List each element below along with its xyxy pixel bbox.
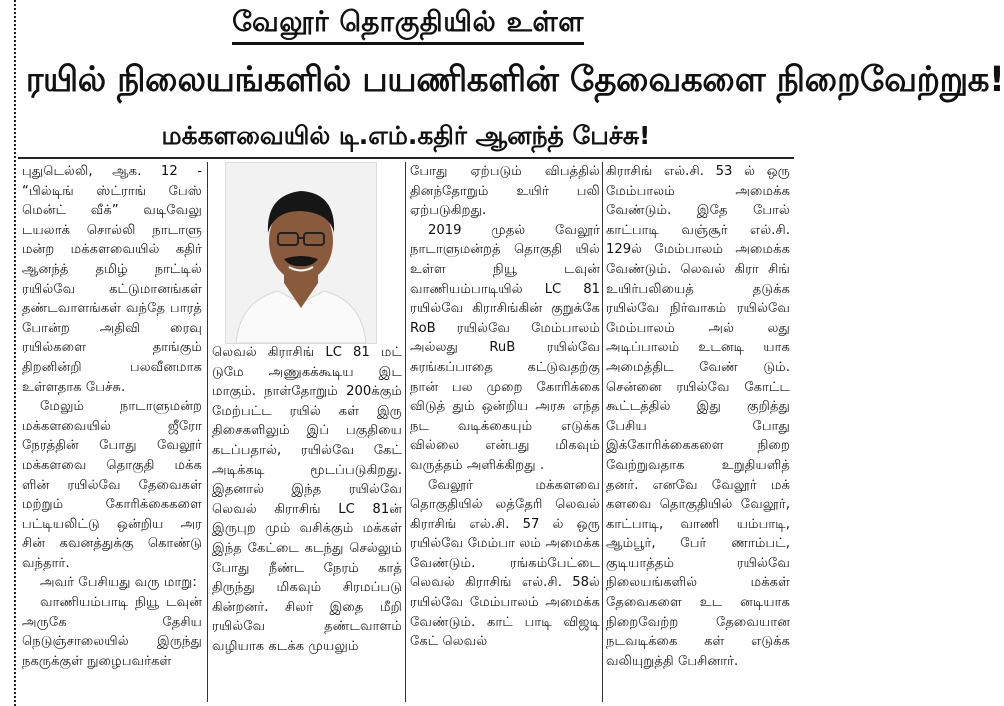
page-margin-edge — [0, 0, 16, 706]
main-headline: ரயில் நிலையங்களில் பயணிகளின் தேவைகளை நிறைவேற்றுக! — [25, 60, 1004, 100]
paragraph: புதுடெல்லி, ஆக. 12 - “பில்டிங் ஸ்ட்ராங் பேஸ் மென்ட் வீக்” வடிவேலு டயலாக் சொல்லி நாடாளு மன்ற மக்களவையில் கதிர் ஆனந்த் தமிழ் நாட்டில் ரயில்வே கட்டுமானங்கள் தண்டவாளங்கள் வந்தே பாரத் போன்ற அதிவி ரைவு ரயில்களை தாங்கும் திறனின்றி பலவீனமாக உள்ளதாக பேச்சு. — [22, 164, 202, 395]
column-divider — [602, 162, 603, 702]
column-divider — [405, 162, 406, 702]
paragraph: 2019 முதல் வேலூர் நாடாளுமன்றத் தொகுதி யில் உள்ள நியூ டவுன் வாணியம்பாடியில் LC 81 ரயில்வே கிராசிங்கின் குறுக்கே RoB ரயில்வே மேம்பாலம் அல்லது RuB ரயில்வே சுரங்கப்பாதை கட்டுவதற்கு நான் பல முறை கோரிக்கை விடுத் தும் ஒன்றிய அரசு எந்த நட வடிக்கையும் எடுக்க வில்லை என்பது மிகவும் வருத்தம் அளிக்கிறது . — [410, 222, 600, 473]
paragraph: அவர் பேசியது வரு மாறு: — [40, 575, 197, 591]
portrait-photo — [225, 162, 377, 344]
header-rule — [18, 157, 794, 159]
kicker-text: வேலூர் தொகுதியில் உள்ள — [232, 5, 584, 38]
subheadline: மக்களவையில் டி.எம்.கதிர் ஆனந்த் பேச்சு! — [161, 121, 651, 150]
paragraph: வாணியம்பாடி நியூ டவுன் அருகே தேசிய நெடுஞ்சாலையில் இருந்து நகருக்குள் நுழைபவர்கள் — [22, 595, 202, 669]
portrait-icon — [226, 163, 376, 343]
paragraph: போது ஏற்படும் விபத்தில் தினந்தோறும் உயிர் பலி ஏற்படுகிறது. — [410, 164, 600, 219]
paragraph: கிராசிங் எல்.சி. 53 ல் ஒரு மேம்பாலம் அமைக்க வேண்டும். இதே போல் காட்பாடி வஞ்சூர் எல்.சி. 129ல் மேம்பாலம் அமைக்க வேண்டும். லெவல் கிரா சிங் உயிர்பலியைத் தடுக்க ரயில்வே நிர்வாகம் ரயில்வே மேம்பாலம் அல் லது அடிப்பாலம் உடனடி யாக அமைத்திட வேண் டும். சென்னை ரயில்வே கோட்ட கூட்டத்தில் இது குறித்து பேசிய போது இக்கோரிக்கைகளை நிறை வேற்றுவதாக உறுதியளித் தனர். எனவே வேலூர் மக் களவை தொகுதியில் வேலூர், காட்பாடி, வாணி யம்பாடி, ஆம்பூர், பேர் ணாம்பட், குடியாத்தம் ரயில்வே நிலையங்களில் மக்கள் தேவைகளை உட னடியாக நிறைவேற்ற தேவையான நடவடிக்கை கள் எடுக்க வலியுறுத்தி பேசினார். — [606, 164, 790, 669]
article-column-3 — [410, 162, 600, 652]
article-column-1 — [22, 162, 202, 671]
kicker-heading — [232, 2, 584, 45]
article-column-4 — [606, 162, 790, 671]
paragraph: லெவல் கிராசிங் LC 81 மட் டுமே அணுகக்கூடிய இட மாகும். நாள்தோறும் 200க்கும் மேற்பட்ட ரயில் கள் இரு திசைகளிலும் இப் பகுதியை கடப்பதால், ரயில்வே கேட் அடிக்கடி மூடப்படுகிறது. இதனால் இந்த ரயில்வே லெவல் கிராசிங் LC 81ன் இருபுற மும் வசிக்கும் மக்கள் இந்த கேட்டை கடந்து செல்லும் போது நீண்ட நேரம் காத் திருந்து மிகவும் சிரமப்படு கின்றனர். சிலர் இதை மீறி ரயில்வே தண்டவாளம் வழியாக கடக்க முயலும் — [212, 345, 402, 654]
article-column-2 — [212, 343, 402, 657]
column-divider — [207, 162, 208, 702]
paragraph: மேலும் நாடாளுமன்ற மக்களவையில் ஜீரோ நேரத்தின் போது வேலூர் மக்களவை தொகுதி மக்க ளின் ரயில்வே தேவைகள் மற்றும் கோரிக்கைகளை பட்டியலிட்டு ஒன்றிய அர சின் கவனத்துக்கு கொண்டு வந்தார். — [22, 399, 202, 571]
paragraph: வேலூர் மக்களவை தொகுதியில் லத்தேரி லெவல் கிராசிங் எல்.சி. 57 ல் ஒரு ரயில்வே மேம்பா லம் அமைக்க வேண்டும். ரங்கம்பேட்டை லெவல் கிராசிங் எல்.சி. 58ல் ரயில்வே மேம்பாலம் அமைக்க வேண்டும். காட் பாடி விஜடி கேட் லெவல் — [410, 477, 600, 650]
